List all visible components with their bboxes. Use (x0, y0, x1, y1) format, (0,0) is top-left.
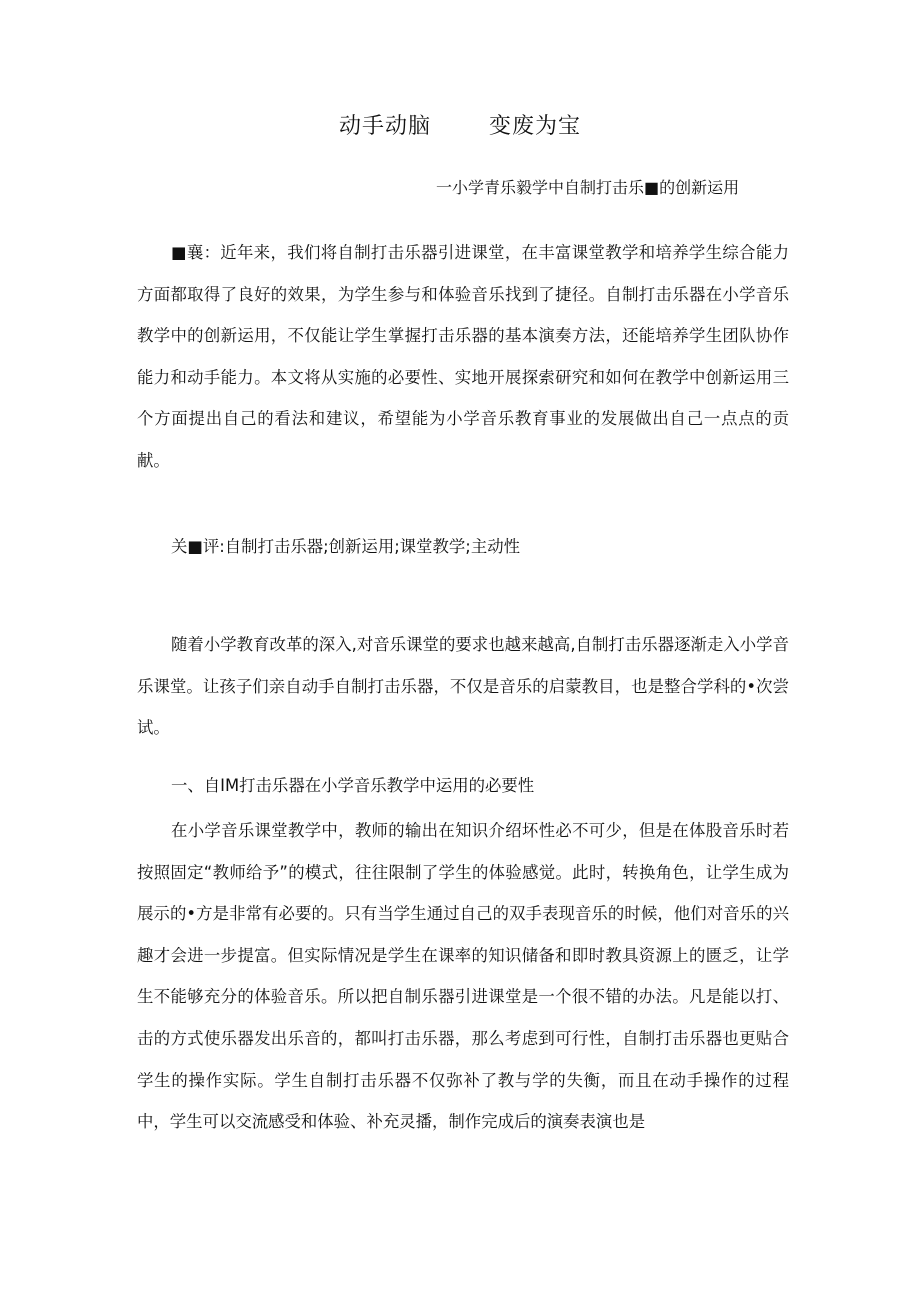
document-subtitle: 一小学青乐毅学中自制打击乐■的创新运用 (436, 178, 740, 197)
title-part-2: 变废为宝 (489, 114, 582, 139)
abstract-paragraph: ■襄：近年来，我们将自制打击乐器引进课堂，在丰富课堂教学和培养学生综合能力方面都取得了良好的效果，为学生参与和体验音乐找到了捷径。自制打击乐器在小学音乐教学中的创新运用，不仅能让学生掌握打击乐器的基本演奏方法，还能培养学生团队协作能力和动手能力。本文将从实施的必要性、实地开展探索研究和如何在教学中创新运用三个方面提出自己的看法和建议，希望能为小学音乐教育事业的发展做出自己一点点的贡献。 (137, 243, 789, 470)
section-heading: 一、自IM打击乐器在小学音乐教学中运用的必要性 (171, 776, 535, 795)
body-paragraph: 在小学音乐课堂教学中，教师的输出在知识介绍坏性必不可少，但是在体股音乐时若按照固定“教师给予”的模式，往往限制了学生的体验感觉。此时，转换角色，让学生成为展示的•方是非常有必要的。只有当学生通过自己的双手表现音乐的时候，他们对音乐的兴趣才会进一步提富。但实际情况是学生在课率的知识储备和即时教具资源上的匮乏，让学生不能够充分的体验音乐。所以把自制乐器引进课堂是一个很不错的办法。凡是能以打、击的方式使乐器发出乐音的，都叫打击乐器，那么考虑到可行性，自制打击乐器也更贴合学生的操作实际。学生自制打击乐器不仅弥补了教与学的失衡，而且在动手操作的过程中，学生可以交流感受和体验、补充灵播，制作完成后的演奏表演也是 (137, 821, 789, 1132)
document-title (0, 112, 920, 142)
title-part-1: 动手动脑 (338, 114, 431, 139)
intro-paragraph: 随着小学教育改革的深入,对音乐课堂的要求也越来越高,自制打击乐器逐渐走入小学音乐课堂。让孩子们亲自动手自制打击乐器，不仅是音乐的启蒙教目，也是整合学科的•次尝试。 (137, 635, 789, 738)
keywords-line: 关■评:自制打击乐器;创新运用;课堂教学;主动性 (171, 537, 520, 556)
